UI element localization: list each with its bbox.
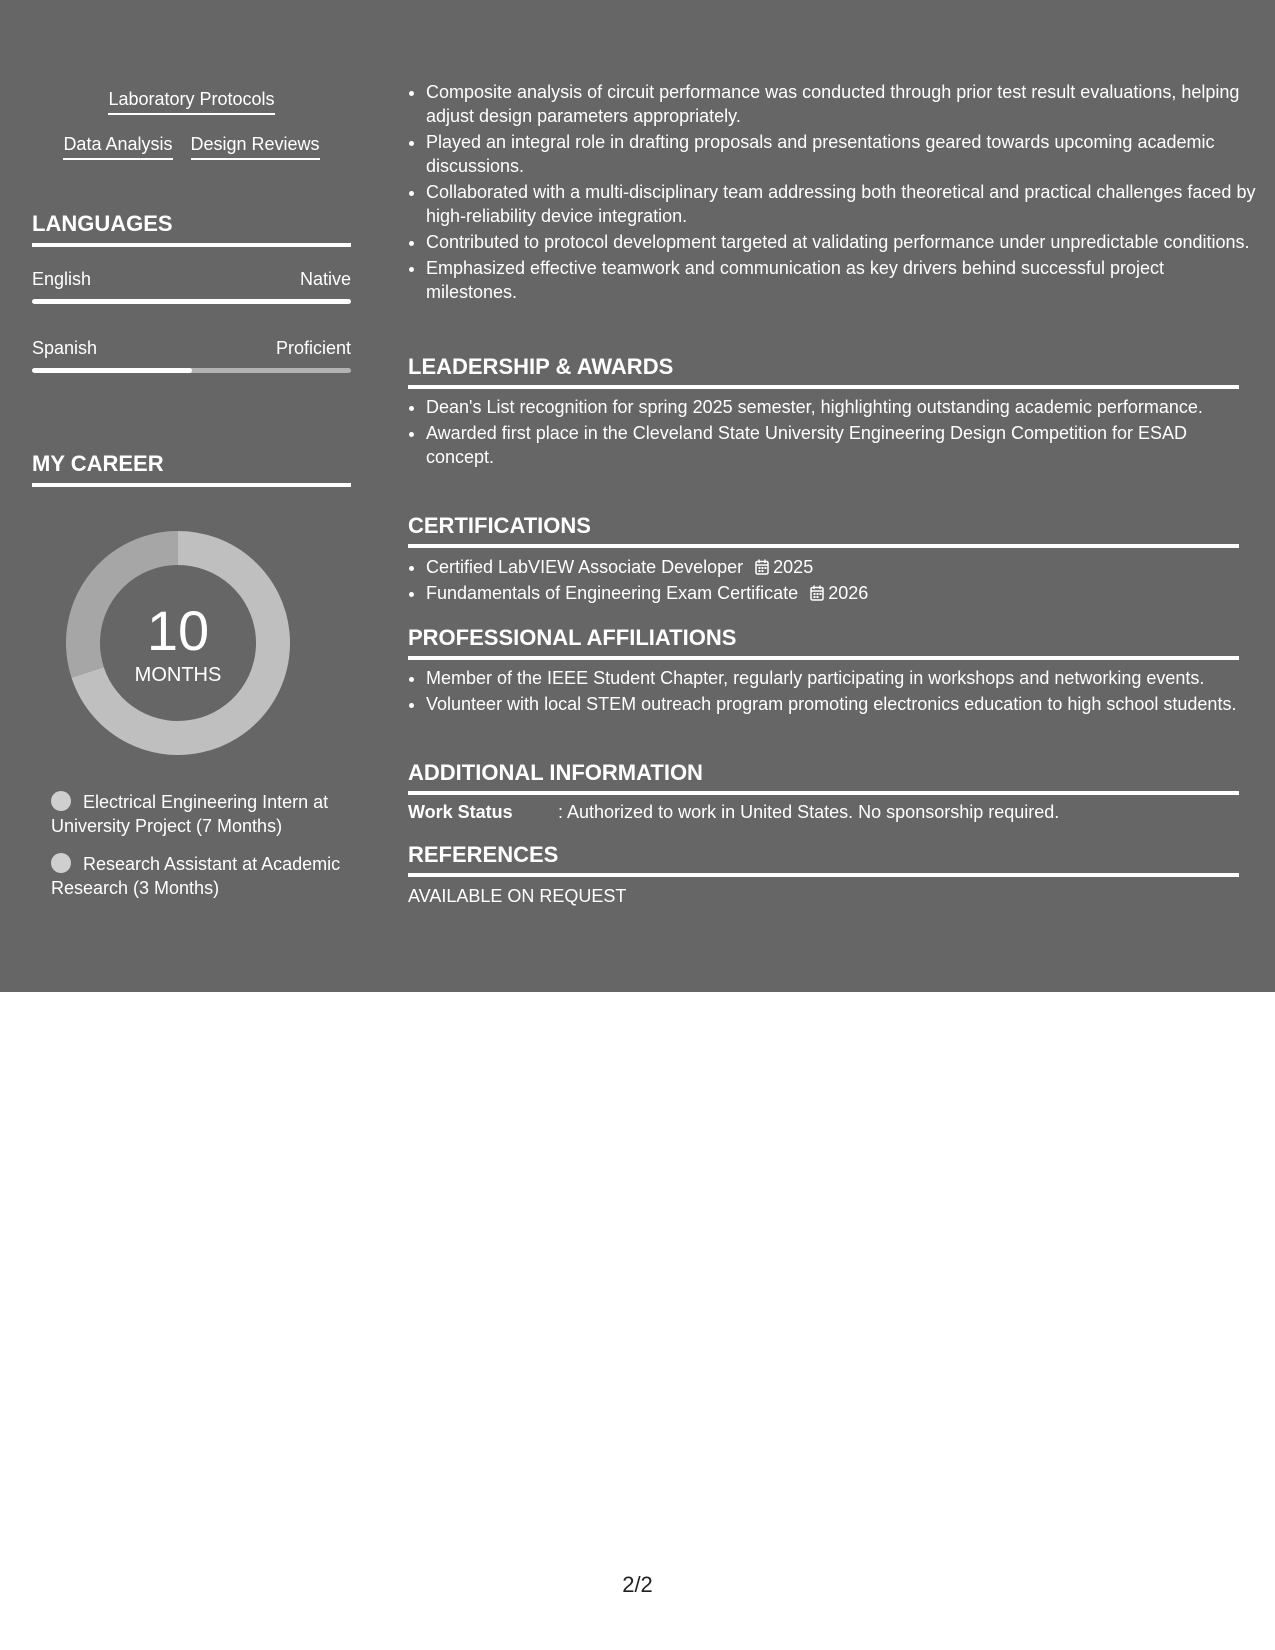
work-status-row	[408, 800, 1239, 824]
skill-tag: Design Reviews	[191, 133, 320, 160]
language-level: Native	[299, 269, 351, 289]
leadership-item: • Dean's List recognition for spring 2025 semester, highlighting outstanding academic performance.	[426, 395, 1257, 419]
certification-name: Fundamentals of Engineering Exam Certificate	[426, 583, 799, 603]
career-title: MY CAREER	[32, 451, 351, 487]
legend-dot-icon	[51, 791, 71, 811]
language-name: Spanish	[32, 338, 98, 358]
affiliation-item: • Member of the IEEE Student Chapter, regularly participating in workshops and networking events.	[426, 666, 1257, 690]
leadership-item: • Awarded first place in the Cleveland State University Engineering Design Competition for ESAD concept.	[426, 421, 1257, 469]
languages-title: LANGUAGES	[32, 211, 351, 247]
language-row	[32, 337, 351, 359]
certification-item	[426, 555, 1257, 579]
language-proficiency-bar	[32, 368, 351, 373]
language-proficiency-bar	[32, 299, 351, 304]
calendar-icon	[810, 585, 824, 601]
certification-year: 2025	[773, 557, 814, 577]
certification-year: 2026	[828, 583, 869, 603]
language-proficiency-fill	[32, 368, 192, 373]
skill-tag: Data Analysis	[63, 133, 172, 160]
leadership-title: LEADERSHIP & AWARDS	[408, 354, 1239, 389]
certifications-title: CERTIFICATIONS	[408, 513, 1239, 548]
language-name: English	[32, 269, 92, 289]
experience-bullet: • Played an integral role in drafting proposals and presentations geared towards upcoming academic discussions.	[426, 130, 1257, 178]
experience-bullet: • Collaborated with a multi-disciplinary team addressing both theoretical and practical challenges faced by high-reliability device integration.	[426, 180, 1257, 228]
certification-name: Certified LabVIEW Associate Developer	[426, 557, 744, 577]
experience-bullet: • Emphasized effective teamwork and communication as key drivers behind successful project milestones.	[426, 256, 1257, 304]
references-text: AVAILABLE ON REQUEST	[408, 886, 627, 906]
language-row	[32, 268, 351, 290]
skills-row-1	[32, 88, 351, 115]
experience-bullet-list	[408, 80, 1257, 306]
language-level: Proficient	[275, 338, 351, 358]
affiliations-title: PROFESSIONAL AFFILIATIONS	[408, 625, 1239, 660]
work-status-value: : Authorized to work in United States. No sponsorship required.	[558, 802, 1060, 822]
career-legend-item	[51, 790, 351, 838]
skill-tag: Laboratory Protocols	[108, 88, 274, 115]
skills-row-2	[32, 133, 351, 160]
career-total-number: 10	[146, 599, 210, 662]
experience-bullet: • Composite analysis of circuit performance was conducted through prior test result evaluations, helping adjust design parameters appropriately.	[426, 80, 1257, 128]
legend-dot-icon	[51, 853, 71, 873]
certification-item	[426, 581, 1257, 605]
leadership-list	[408, 395, 1257, 471]
affiliations-list	[408, 666, 1257, 718]
additional-info-title: ADDITIONAL INFORMATION	[408, 760, 1239, 795]
calendar-icon	[755, 559, 769, 575]
career-donut-chart	[66, 531, 290, 755]
career-total-unit: MONTHS	[134, 664, 222, 686]
language-proficiency-fill	[32, 299, 351, 304]
career-legend-label: Electrical Engineering Intern at University Project (7 Months)	[51, 792, 329, 836]
affiliation-item: • Volunteer with local STEM outreach program promoting electronics education to high school students.	[426, 692, 1257, 716]
references-title: REFERENCES	[408, 842, 1239, 877]
career-legend-item	[51, 852, 351, 900]
career-legend-label: Research Assistant at Academic Research (3 Months)	[51, 854, 341, 898]
certifications-list	[408, 555, 1257, 607]
page-number: 2/2	[622, 1572, 653, 1597]
work-status-label: Work Status	[408, 802, 513, 822]
experience-bullet: • Contributed to protocol development targeted at validating performance under unpredictable conditions.	[426, 230, 1257, 254]
